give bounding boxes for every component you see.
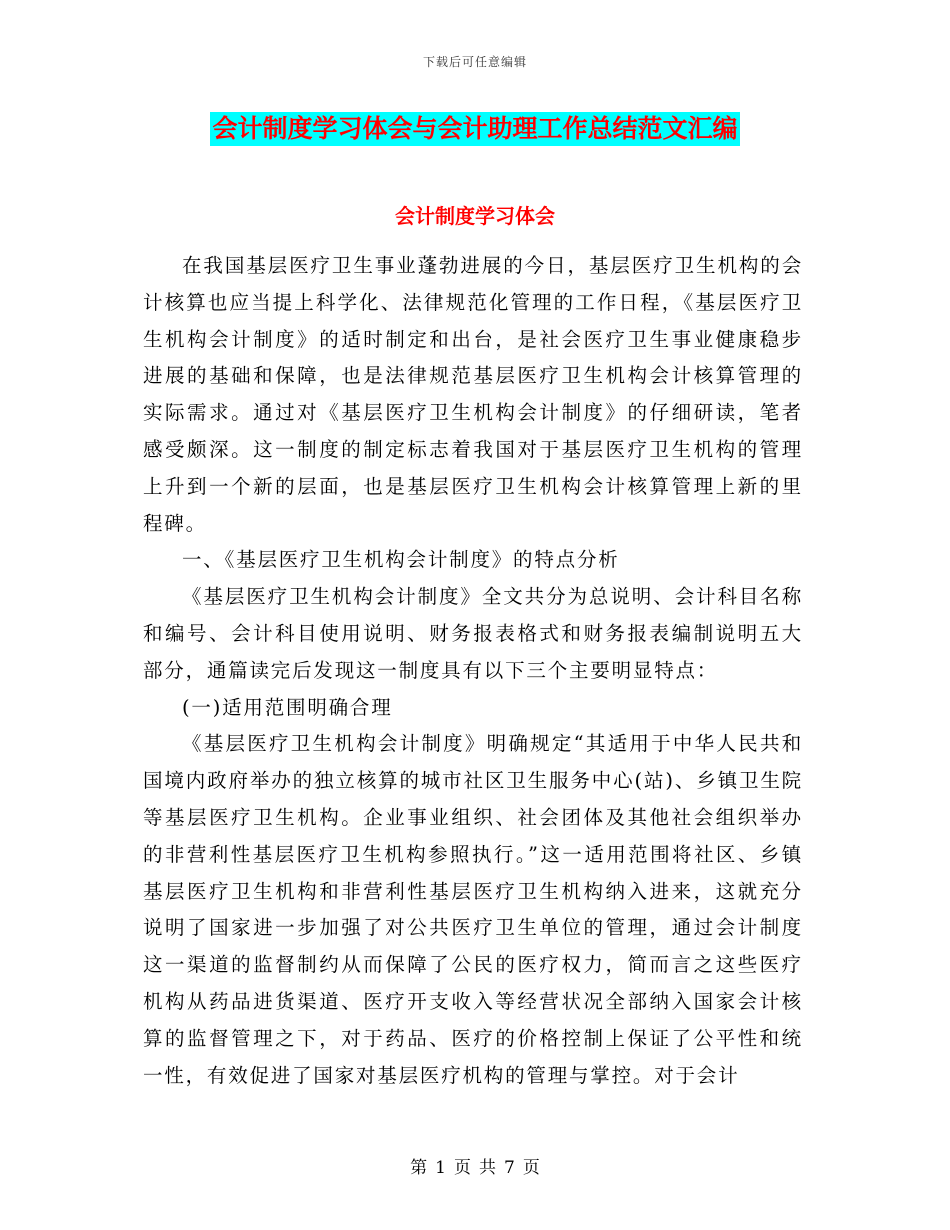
header-note: 下载后可任意编辑 bbox=[422, 55, 527, 69]
paragraph: (一)适用范围明确合理 bbox=[182, 695, 393, 719]
total-prefix: 共 bbox=[479, 1158, 496, 1178]
page-footer bbox=[0, 1153, 950, 1178]
paragraph: 在我国基层医疗卫生事业蓬勃进展的今日，基层医疗卫生机构的会计核算也应当提上科学化、法律规范化管理的工作日程，《基层医疗卫生机构会计制度》的适时制定和出台，是社会医疗卫生事业健康稳步进展的基础和保障，也是法律规范基层医疗卫生机构会计核算管理的实际需求。通过对《基层医疗卫生机构会计制度》的仔细研读，笔者感受颇深。这一制度的制定标志着我国对于基层医疗卫生机构的管理上升到一个新的层面，也是基层医疗卫生机构会计核算管理上新的里程碑。 bbox=[143, 254, 803, 535]
page-prefix: 第 bbox=[410, 1158, 428, 1178]
paragraph: 《基层医疗卫生机构会计制度》明确规定“其适用于中华人民共和国境内政府举办的独立核算的城市社区卫生服务中心(站)、乡镇卫生院等基层医疗卫生机构。企业事业组织、社会团体及其他社会组织举办的非营利性基层医疗卫生机构参照执行。”这一适用范围将社区、乡镇基层医疗卫生机构和非营利性基层医疗卫生机构纳入进来，这就充分说明了国家进一步加强了对公共医疗卫生单位的管理，通过会计制度这一渠道的监督制约从而保障了公民的医疗权力，简而言之这些医疗机构从药品进货渠道、医疗开支收入等经营状况全部纳入国家会计核算的监督管理之下，对于药品、医疗的价格控制上保证了公平性和统一性，有效促进了国家对基层医疗机构的管理与掌控。对于会计 bbox=[143, 732, 803, 1087]
document-title-text: 会计制度学习体会与会计助理工作总结范文汇编 bbox=[210, 112, 739, 146]
paragraph: 一、《基层医疗卫生机构会计制度》的特点分析 bbox=[182, 548, 620, 572]
section-title: 会计制度学习体会 bbox=[395, 204, 555, 228]
total-unit: 页 bbox=[522, 1158, 540, 1178]
document-body bbox=[143, 248, 803, 1094]
total-pages: 7 bbox=[504, 1158, 515, 1178]
document-title bbox=[0, 112, 950, 146]
page-unit: 页 bbox=[454, 1158, 471, 1178]
paragraph: 《基层医疗卫生机构会计制度》全文共分为总说明、会计科目名称和编号、会计科目使用说明、财务报表格式和财务报表编制说明五大部分，通篇读完后发现这一制度具有以下三个主要明显特点： bbox=[143, 585, 803, 682]
page-number: 1 bbox=[435, 1158, 446, 1178]
